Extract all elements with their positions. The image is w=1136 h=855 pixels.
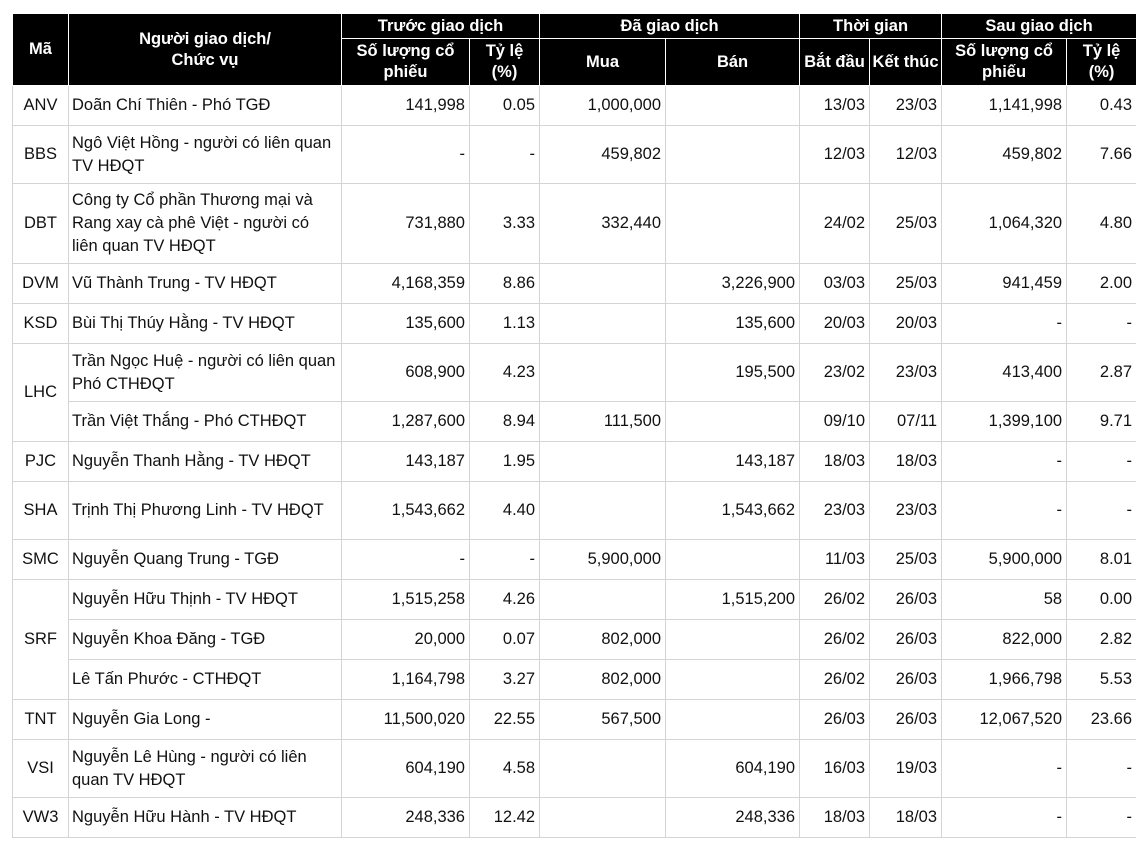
qty-before: 1,543,662 bbox=[342, 482, 470, 540]
header-truoc-giao-dich: Trước giao dịch bbox=[342, 14, 540, 39]
stock-code: SRF bbox=[13, 580, 69, 700]
trader-name: Vũ Thành Trung - TV HĐQT bbox=[69, 264, 342, 304]
ratio-before: - bbox=[470, 540, 540, 580]
ratio-after: 8.01 bbox=[1067, 540, 1136, 580]
trader-name: Trịnh Thị Phương Linh - TV HĐQT bbox=[69, 482, 342, 540]
ratio-after: 0.00 bbox=[1067, 580, 1136, 620]
ratio-before: 4.58 bbox=[470, 740, 540, 798]
ratio-before: 12.42 bbox=[470, 798, 540, 838]
header-da-giao-dich: Đã giao dịch bbox=[540, 14, 800, 39]
trader-name: Nguyễn Lê Hùng - người có liên quan TV HĐQT bbox=[69, 740, 342, 798]
sell-qty: 1,543,662 bbox=[666, 482, 800, 540]
sell-qty bbox=[666, 184, 800, 264]
buy-qty bbox=[540, 798, 666, 838]
buy-qty bbox=[540, 580, 666, 620]
ratio-before: 8.94 bbox=[470, 402, 540, 442]
qty-before: 4,168,359 bbox=[342, 264, 470, 304]
stock-code: DVM bbox=[13, 264, 69, 304]
header-sl-truoc: Số lượng cổ phiếu bbox=[342, 39, 470, 86]
trader-name: Nguyễn Gia Long - bbox=[69, 700, 342, 740]
sell-qty bbox=[666, 660, 800, 700]
ratio-before: 3.27 bbox=[470, 660, 540, 700]
trader-name: Trần Việt Thắng - Phó CTHĐQT bbox=[69, 402, 342, 442]
sell-qty bbox=[666, 402, 800, 442]
trader-name: Doãn Chí Thiên - Phó TGĐ bbox=[69, 86, 342, 126]
end-date: 18/03 bbox=[870, 798, 942, 838]
table-row bbox=[13, 402, 1136, 442]
trader-name: Trần Ngọc Huệ - người có liên quan Phó CTHĐQT bbox=[69, 344, 342, 402]
ratio-after: 9.71 bbox=[1067, 402, 1136, 442]
buy-qty: 567,500 bbox=[540, 700, 666, 740]
qty-before: 608,900 bbox=[342, 344, 470, 402]
ratio-before: 4.40 bbox=[470, 482, 540, 540]
trader-name: Nguyễn Khoa Đăng - TGĐ bbox=[69, 620, 342, 660]
qty-before: - bbox=[342, 126, 470, 184]
end-date: 19/03 bbox=[870, 740, 942, 798]
sell-qty bbox=[666, 126, 800, 184]
buy-qty: 5,900,000 bbox=[540, 540, 666, 580]
ratio-after: 0.43 bbox=[1067, 86, 1136, 126]
table-row bbox=[13, 700, 1136, 740]
qty-before: 143,187 bbox=[342, 442, 470, 482]
start-date: 26/03 bbox=[800, 700, 870, 740]
header-sl-sau: Số lượng cổ phiếu bbox=[942, 39, 1067, 86]
end-date: 25/03 bbox=[870, 264, 942, 304]
ratio-after: 5.53 bbox=[1067, 660, 1136, 700]
start-date: 09/10 bbox=[800, 402, 870, 442]
qty-before: 135,600 bbox=[342, 304, 470, 344]
end-date: 25/03 bbox=[870, 184, 942, 264]
end-date: 23/03 bbox=[870, 482, 942, 540]
start-date: 13/03 bbox=[800, 86, 870, 126]
ratio-after: 2.82 bbox=[1067, 620, 1136, 660]
table-row bbox=[13, 620, 1136, 660]
ratio-before: 4.26 bbox=[470, 580, 540, 620]
ratio-before: 0.07 bbox=[470, 620, 540, 660]
end-date: 18/03 bbox=[870, 442, 942, 482]
buy-qty: 111,500 bbox=[540, 402, 666, 442]
table-row bbox=[13, 264, 1136, 304]
end-date: 26/03 bbox=[870, 580, 942, 620]
buy-qty bbox=[540, 304, 666, 344]
end-date: 25/03 bbox=[870, 540, 942, 580]
qty-before: 141,998 bbox=[342, 86, 470, 126]
start-date: 26/02 bbox=[800, 620, 870, 660]
buy-qty: 1,000,000 bbox=[540, 86, 666, 126]
start-date: 20/03 bbox=[800, 304, 870, 344]
sell-qty: 143,187 bbox=[666, 442, 800, 482]
stock-code: TNT bbox=[13, 700, 69, 740]
buy-qty: 459,802 bbox=[540, 126, 666, 184]
qty-after: 12,067,520 bbox=[942, 700, 1067, 740]
start-date: 11/03 bbox=[800, 540, 870, 580]
qty-before: 1,164,798 bbox=[342, 660, 470, 700]
sell-qty bbox=[666, 620, 800, 660]
ratio-after: - bbox=[1067, 442, 1136, 482]
table-row bbox=[13, 86, 1136, 126]
qty-after: 413,400 bbox=[942, 344, 1067, 402]
trader-name: Nguyễn Quang Trung - TGĐ bbox=[69, 540, 342, 580]
start-date: 23/02 bbox=[800, 344, 870, 402]
header-sau-giao-dich: Sau giao dịch bbox=[942, 14, 1136, 39]
ratio-before: 0.05 bbox=[470, 86, 540, 126]
stock-code: VSI bbox=[13, 740, 69, 798]
start-date: 23/03 bbox=[800, 482, 870, 540]
header-mua: Mua bbox=[540, 39, 666, 86]
end-date: 26/03 bbox=[870, 620, 942, 660]
start-date: 18/03 bbox=[800, 442, 870, 482]
qty-before: 11,500,020 bbox=[342, 700, 470, 740]
sell-qty: 195,500 bbox=[666, 344, 800, 402]
table-row bbox=[13, 126, 1136, 184]
table-row bbox=[13, 580, 1136, 620]
trader-name: Nguyễn Thanh Hằng - TV HĐQT bbox=[69, 442, 342, 482]
start-date: 16/03 bbox=[800, 740, 870, 798]
qty-before: 248,336 bbox=[342, 798, 470, 838]
qty-after: - bbox=[942, 442, 1067, 482]
ratio-before: 1.95 bbox=[470, 442, 540, 482]
start-date: 03/03 bbox=[800, 264, 870, 304]
qty-after: - bbox=[942, 740, 1067, 798]
stock-code: BBS bbox=[13, 126, 69, 184]
table-row bbox=[13, 482, 1136, 540]
ratio-after: 7.66 bbox=[1067, 126, 1136, 184]
buy-qty bbox=[540, 344, 666, 402]
qty-after: 822,000 bbox=[942, 620, 1067, 660]
trader-name: Lê Tấn Phước - CTHĐQT bbox=[69, 660, 342, 700]
ratio-after: - bbox=[1067, 304, 1136, 344]
buy-qty: 802,000 bbox=[540, 620, 666, 660]
trader-name: Ngô Việt Hồng - người có liên quan TV HĐQT bbox=[69, 126, 342, 184]
stock-code: LHC bbox=[13, 344, 69, 442]
table-row bbox=[13, 304, 1136, 344]
qty-before: 1,515,258 bbox=[342, 580, 470, 620]
ratio-before: 22.55 bbox=[470, 700, 540, 740]
ratio-after: - bbox=[1067, 482, 1136, 540]
table-row bbox=[13, 184, 1136, 264]
sell-qty: 248,336 bbox=[666, 798, 800, 838]
start-date: 18/03 bbox=[800, 798, 870, 838]
table-row bbox=[13, 344, 1136, 402]
sell-qty: 3,226,900 bbox=[666, 264, 800, 304]
stock-code: SMC bbox=[13, 540, 69, 580]
stock-code: PJC bbox=[13, 442, 69, 482]
table-row bbox=[13, 798, 1136, 838]
qty-after: 5,900,000 bbox=[942, 540, 1067, 580]
end-date: 23/03 bbox=[870, 86, 942, 126]
qty-before: - bbox=[342, 540, 470, 580]
end-date: 07/11 bbox=[870, 402, 942, 442]
qty-after: 1,399,100 bbox=[942, 402, 1067, 442]
sell-qty bbox=[666, 700, 800, 740]
qty-after: 58 bbox=[942, 580, 1067, 620]
buy-qty: 802,000 bbox=[540, 660, 666, 700]
buy-qty bbox=[540, 264, 666, 304]
header-ma: Mã bbox=[13, 14, 69, 86]
end-date: 26/03 bbox=[870, 660, 942, 700]
table-row bbox=[13, 740, 1136, 798]
trader-name: Nguyễn Hữu Thịnh - TV HĐQT bbox=[69, 580, 342, 620]
qty-after: 1,064,320 bbox=[942, 184, 1067, 264]
trader-name: Công ty Cổ phần Thương mại và Rang xay cà phê Việt - người có liên quan TV HĐQT bbox=[69, 184, 342, 264]
qty-after: - bbox=[942, 798, 1067, 838]
qty-after: 1,966,798 bbox=[942, 660, 1067, 700]
qty-after: 459,802 bbox=[942, 126, 1067, 184]
qty-before: 731,880 bbox=[342, 184, 470, 264]
ratio-after: 2.87 bbox=[1067, 344, 1136, 402]
sell-qty bbox=[666, 540, 800, 580]
start-date: 12/03 bbox=[800, 126, 870, 184]
end-date: 26/03 bbox=[870, 700, 942, 740]
end-date: 12/03 bbox=[870, 126, 942, 184]
start-date: 24/02 bbox=[800, 184, 870, 264]
ratio-after: 23.66 bbox=[1067, 700, 1136, 740]
qty-after: 1,141,998 bbox=[942, 86, 1067, 126]
header-nguoi-giao-dich-text: Người giao dịch/ Chức vụ bbox=[139, 29, 271, 69]
qty-before: 1,287,600 bbox=[342, 402, 470, 442]
stock-code: VW3 bbox=[13, 798, 69, 838]
header-tyle-truoc: Tỷ lệ (%) bbox=[470, 39, 540, 86]
header-ban: Bán bbox=[666, 39, 800, 86]
sell-qty bbox=[666, 86, 800, 126]
qty-after: - bbox=[942, 482, 1067, 540]
ratio-before: 4.23 bbox=[470, 344, 540, 402]
table-row bbox=[13, 660, 1136, 700]
qty-after: - bbox=[942, 304, 1067, 344]
buy-qty bbox=[540, 740, 666, 798]
header-bat-dau: Bắt đầu bbox=[800, 39, 870, 86]
stock-code: KSD bbox=[13, 304, 69, 344]
start-date: 26/02 bbox=[800, 660, 870, 700]
buy-qty: 332,440 bbox=[540, 184, 666, 264]
header-ket-thuc: Kết thúc bbox=[870, 39, 942, 86]
insider-trading-table bbox=[12, 13, 1136, 838]
header-thoi-gian: Thời gian bbox=[800, 14, 942, 39]
sell-qty: 1,515,200 bbox=[666, 580, 800, 620]
stock-code: DBT bbox=[13, 184, 69, 264]
end-date: 23/03 bbox=[870, 344, 942, 402]
ratio-before: 1.13 bbox=[470, 304, 540, 344]
sell-qty: 135,600 bbox=[666, 304, 800, 344]
table-row bbox=[13, 540, 1136, 580]
header-nguoi-giao-dich bbox=[69, 14, 342, 86]
ratio-before: - bbox=[470, 126, 540, 184]
buy-qty bbox=[540, 482, 666, 540]
ratio-before: 8.86 bbox=[470, 264, 540, 304]
end-date: 20/03 bbox=[870, 304, 942, 344]
table-row bbox=[13, 442, 1136, 482]
buy-qty bbox=[540, 442, 666, 482]
start-date: 26/02 bbox=[800, 580, 870, 620]
ratio-after: - bbox=[1067, 798, 1136, 838]
ratio-after: 4.80 bbox=[1067, 184, 1136, 264]
qty-after: 941,459 bbox=[942, 264, 1067, 304]
stock-code: SHA bbox=[13, 482, 69, 540]
ratio-after: 2.00 bbox=[1067, 264, 1136, 304]
ratio-before: 3.33 bbox=[470, 184, 540, 264]
qty-before: 604,190 bbox=[342, 740, 470, 798]
trader-name: Bùi Thị Thúy Hằng - TV HĐQT bbox=[69, 304, 342, 344]
ratio-after: - bbox=[1067, 740, 1136, 798]
sell-qty: 604,190 bbox=[666, 740, 800, 798]
header-tyle-sau: Tỷ lệ (%) bbox=[1067, 39, 1136, 86]
trader-name: Nguyễn Hữu Hành - TV HĐQT bbox=[69, 798, 342, 838]
stock-code: ANV bbox=[13, 86, 69, 126]
qty-before: 20,000 bbox=[342, 620, 470, 660]
